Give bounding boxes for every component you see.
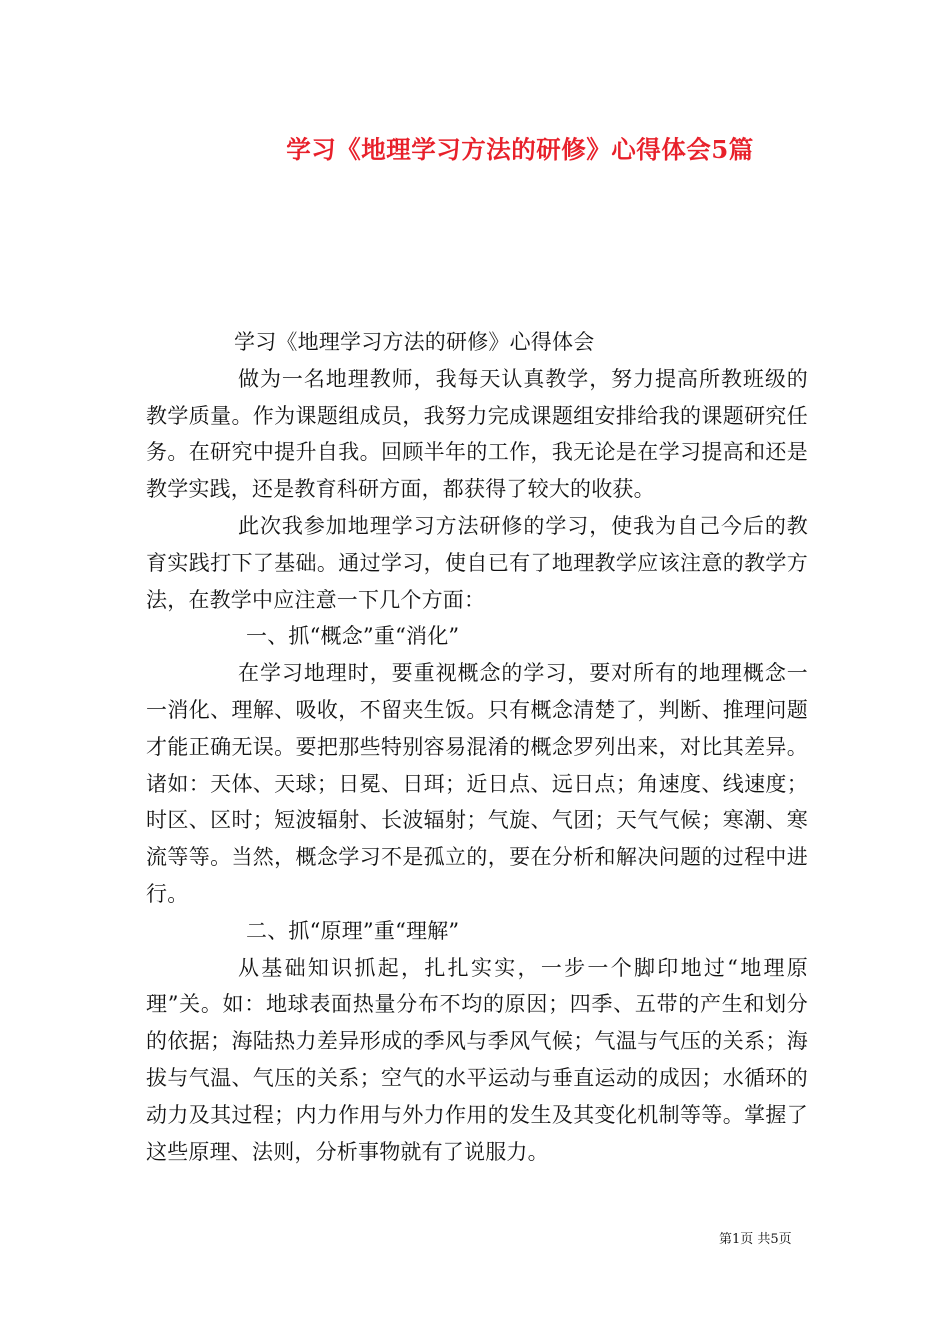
document-body xyxy=(146,324,808,1170)
document-subtitle: 学习《地理学习方法的研修》心得体会 xyxy=(234,330,595,354)
paragraph-1: 做为一名地理教师，我每天认真教学，努力提高所教班级的教学质量。作为课题组成员，我努力完成课题组安排给我的课题研究任务。在研究中提升自我。回顾半年的工作，我无论是在学习提高和还是教学实践，还是教育科研方面，都获得了较大的收获。 xyxy=(146,366,808,502)
section-heading-1: 一、抓“概念”重“消化” xyxy=(246,624,460,649)
paragraph-3: 在学习地理时，要重视概念的学习，要对所有的地理概念一一消化、理解、吸收，不留夹生饭。只有概念清楚了，判断、推理问题才能正确无误。要把那些特别容易混淆的概念罗列出来，对比其差异。诸如：天体、天球；日冕、日珥；近日点、远日点；角速度、线速度；时区、区时；短波辐射、长波辐射；气旋、气团；天气气候；寒潮、寒流等等。当然，概念学习不是孤立的，要在分析和解决问题的过程中进行。 xyxy=(146,661,808,906)
document-title: 学习《地理学习方法的研修》心得体会5篇 xyxy=(286,135,754,164)
page-footer: 第1页 共5页 xyxy=(719,1232,792,1247)
paragraph-2: 此次我参加地理学习方法研修的学习，使我为自己今后的教育实践打下了基础。通过学习，使自已有了地理教学应该注意的教学方法，在教学中应注意一下几个方面： xyxy=(146,513,808,612)
section-heading-2: 二、抓“原理”重“理解” xyxy=(246,918,460,943)
paragraph-4: 从基础知识抓起，扎扎实实，一步一个脚印地过“地理原理”关。如：地球表面热量分布不均的原因；四季、五带的产生和划分的依据；海陆热力差异形成的季风与季风气候；气温与气压的关系；海拔与气温、气压的关系；空气的水平运动与垂直运动的成因；水循环的动力及其过程；内力作用与外力作用的发生及其变化机制等等。掌握了这些原理、法则，分析事物就有了说服力。 xyxy=(146,955,808,1164)
